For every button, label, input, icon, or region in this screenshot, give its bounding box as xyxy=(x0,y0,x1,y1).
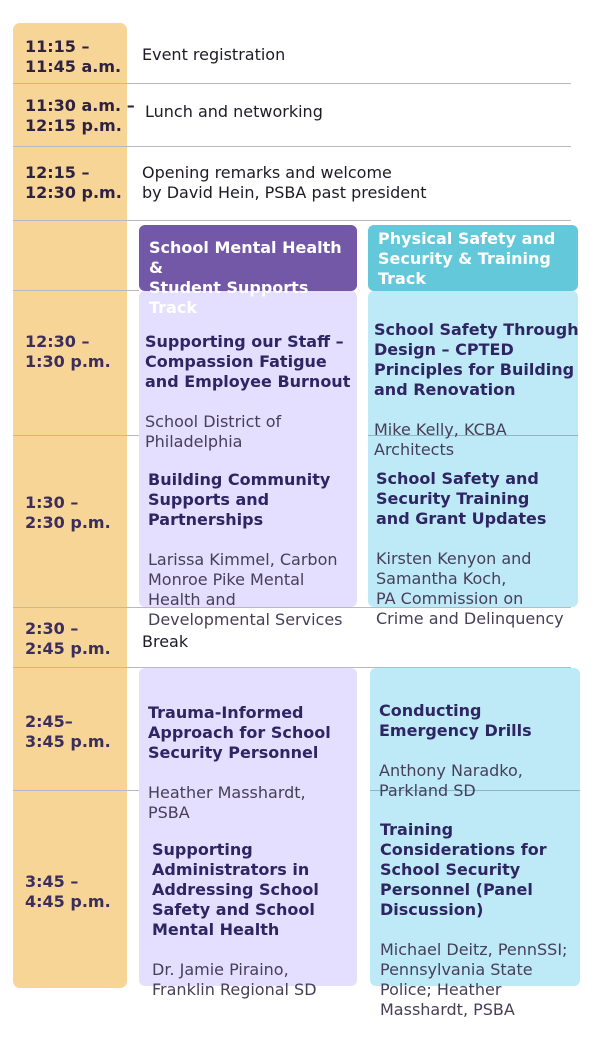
session-speaker: Dr. Jamie Piraino, Franklin Regional SD xyxy=(152,960,317,999)
divider xyxy=(13,220,571,221)
opening-label: Opening remarks and welcome by David Hein, PSBA past president xyxy=(142,163,427,202)
session-title: School Safety and Security Training and Grant Updates xyxy=(376,469,547,528)
opening-time: 12:15 – 12:30 p.m. xyxy=(25,163,122,202)
slot1-time: 12:30 – 1:30 p.m. xyxy=(25,332,111,371)
slot4-left-session xyxy=(152,820,319,1020)
session-title: School Safety Through Design – CPTED Principles for Building and Renovation xyxy=(374,320,579,399)
session-title: Supporting Administrators in Addressing School Safety and School Mental Health xyxy=(152,840,319,939)
session-title: Supporting our Staff – Compassion Fatigue and Employee Burnout xyxy=(145,332,351,391)
session-title: Trauma-Informed Approach for School Security Personnel xyxy=(148,703,331,762)
session-title: Building Community Supports and Partnerships xyxy=(148,470,331,529)
registration-time: 11:15 – 11:45 a.m. xyxy=(25,37,122,76)
session-speaker: Larissa Kimmel, Carbon Monroe Pike Mental Health and Developmental Services xyxy=(148,550,343,629)
session-speaker: Kirsten Kenyon and Samantha Koch, PA Commission on Crime and Delinquency xyxy=(376,549,564,628)
session-title: Training Considerations for School Security Personnel (Panel Discussion) xyxy=(380,820,547,919)
session-speaker: Mike Kelly, KCBA Architects xyxy=(374,420,507,459)
slot1-left-session xyxy=(145,312,350,472)
slot2-left-session xyxy=(148,450,343,650)
session-speaker: Michael Deitz, PennSSI; Pennsylvania State Police; Heather Masshardt, PSBA xyxy=(380,940,568,1019)
session-title: Conducting Emergency Drills xyxy=(379,701,532,740)
session-speaker: School District of Philadelphia xyxy=(145,412,282,451)
break-label: Break xyxy=(142,632,189,651)
slot2-time: 1:30 – 2:30 p.m. xyxy=(25,493,111,532)
session-speaker: Heather Masshardt, PSBA xyxy=(148,783,306,822)
physical-safety-track-header: Physical Safety and Security & Training Track xyxy=(368,225,578,291)
slot2-right-session xyxy=(376,449,564,649)
slot4-right-session xyxy=(380,800,567,1040)
lunch-label: Lunch and networking xyxy=(145,102,323,121)
session-speaker: Anthony Naradko, Parkland SD xyxy=(379,761,523,800)
lunch-time: 11:30 a.m. – 12:15 p.m. xyxy=(25,96,135,135)
divider xyxy=(13,290,139,291)
divider xyxy=(13,83,571,84)
slot4-time: 3:45 – 4:45 p.m. xyxy=(25,872,111,911)
divider xyxy=(13,435,139,436)
slot3-time: 2:45– 3:45 p.m. xyxy=(25,712,111,751)
divider xyxy=(13,790,139,791)
slot3-left-session xyxy=(148,683,331,843)
mental-health-track-header: School Mental Health & Student Supports Track xyxy=(139,225,357,291)
break-time: 2:30 – 2:45 p.m. xyxy=(25,619,111,658)
registration-label: Event registration xyxy=(142,45,286,64)
divider xyxy=(13,146,571,147)
